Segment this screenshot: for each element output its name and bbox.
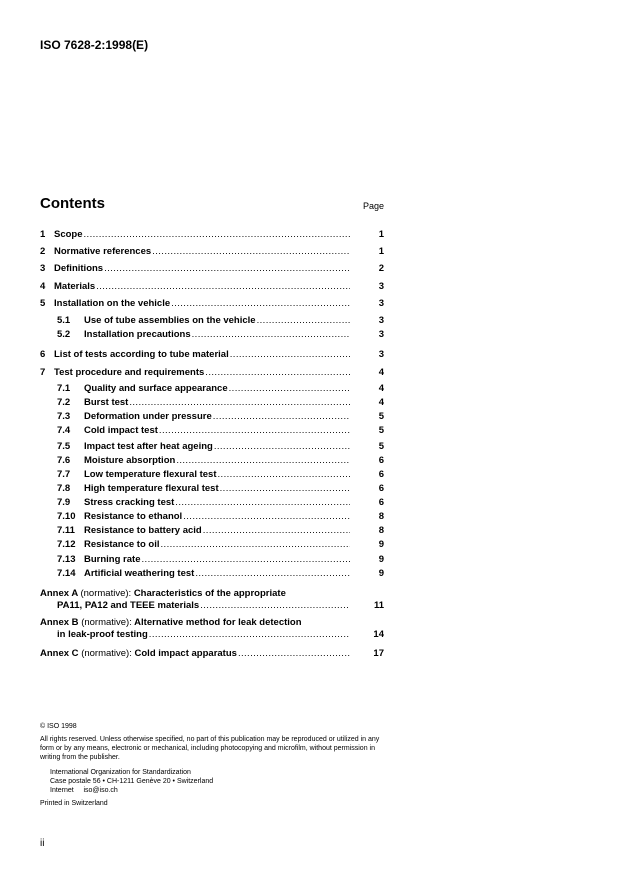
annex-label: Annex C (40, 648, 79, 659)
toc-subentry[interactable] (57, 539, 384, 551)
toc-page: 17 (373, 648, 384, 659)
toc-page: 2 (378, 263, 384, 274)
toc-page: 1 (378, 246, 384, 257)
dot-leader (218, 469, 350, 481)
toc-number: 5.1 (57, 315, 71, 326)
toc-page: 1 (378, 229, 384, 240)
dot-leader (84, 229, 350, 241)
internet-contact: Internet iso@iso.ch (50, 787, 118, 794)
toc-title: List of tests according to tube material (54, 349, 229, 360)
annex-kind: (normative): (80, 588, 132, 599)
annex-title-line1: Cold impact apparatus (134, 648, 237, 659)
toc-title: Resistance to battery acid (84, 525, 202, 536)
toc-title: High temperature flexural test (84, 483, 219, 494)
toc-annex-entry[interactable] (57, 629, 384, 641)
toc-number: 7.11 (57, 525, 75, 536)
toc-number: 7.2 (57, 397, 71, 408)
dot-leader (257, 315, 350, 327)
dot-leader (205, 367, 350, 379)
toc-title: Definitions (54, 263, 104, 274)
toc-subentry[interactable] (57, 483, 384, 495)
toc-subentry[interactable] (57, 397, 384, 409)
toc-title: Burst test (84, 397, 129, 408)
annex-title-line1: Alternative method for leak detection (134, 617, 302, 628)
dot-leader (175, 497, 350, 509)
toc-title: Burning rate (84, 554, 141, 565)
toc-subentry[interactable] (57, 329, 384, 341)
toc-page: 6 (378, 455, 384, 466)
toc-number: 7.1 (57, 383, 71, 394)
dot-leader (230, 349, 350, 361)
toc-entry[interactable] (40, 367, 384, 379)
toc-annex-entry[interactable] (57, 600, 384, 612)
toc-title: Moisture absorption (84, 455, 176, 466)
dot-leader (176, 455, 350, 467)
toc-title: Scope (54, 229, 83, 240)
toc-number: 7.6 (57, 455, 71, 466)
toc-subentry[interactable] (57, 411, 384, 423)
toc-page: 3 (378, 349, 384, 360)
toc-number: 2 (40, 246, 46, 257)
toc-number: 3 (40, 263, 46, 274)
document-id: ISO 7628-2:1998(E) (40, 38, 149, 52)
annex-b-heading[interactable] (40, 617, 302, 629)
dot-leader (171, 298, 350, 310)
toc-page: 4 (378, 397, 384, 408)
toc-subentry[interactable] (57, 455, 384, 467)
toc-subentry[interactable] (57, 383, 384, 395)
dot-leader (161, 539, 351, 551)
toc-title: Deformation under pressure (84, 411, 212, 422)
dot-leader (152, 246, 350, 258)
contents-heading: Contents (40, 195, 105, 212)
toc-page: 5 (378, 441, 384, 452)
toc-number: 7.10 (57, 511, 76, 522)
dot-leader (229, 383, 350, 395)
dot-leader (96, 281, 350, 293)
postal-address: Case postale 56 • CH-1211 Genève 20 • Switzerland (50, 778, 214, 785)
toc-subentry[interactable] (57, 568, 384, 580)
copyright-notice: © ISO 1998 (40, 723, 77, 730)
dot-leader (159, 425, 350, 437)
toc-title: Materials (54, 281, 96, 292)
toc-subentry[interactable] (57, 525, 384, 537)
dot-leader (220, 483, 350, 495)
toc-annex-entry[interactable] (40, 648, 384, 660)
annex-label: Annex B (40, 617, 79, 628)
toc-number: 5 (40, 298, 46, 309)
toc-page: 3 (378, 298, 384, 309)
toc-subentry[interactable] (57, 497, 384, 509)
toc-page: 8 (378, 525, 384, 536)
toc-page: 4 (378, 367, 384, 378)
toc-number: 7.3 (57, 411, 71, 422)
toc-page: 9 (378, 554, 384, 565)
toc-page: 5 (378, 411, 384, 422)
toc-title: Test procedure and requirements (54, 367, 205, 378)
toc-title: Low temperature flexural test (84, 469, 217, 480)
annex-label: Annex A (40, 588, 78, 599)
toc-subentry[interactable] (57, 554, 384, 566)
toc-page: 14 (373, 629, 384, 640)
toc-title: Artificial weathering test (84, 568, 195, 579)
annex-a-heading[interactable] (40, 588, 286, 600)
toc-number: 7.13 (57, 554, 76, 565)
toc-entry[interactable] (40, 349, 384, 361)
toc-page: 3 (378, 281, 384, 292)
toc-title: Quality and surface appearance (84, 383, 228, 394)
dot-leader (213, 411, 350, 423)
toc-number: 7.14 (57, 568, 76, 579)
dot-leader (203, 525, 350, 537)
toc-subentry[interactable] (57, 441, 384, 453)
toc-subentry[interactable] (57, 511, 384, 523)
toc-number: 7.8 (57, 483, 71, 494)
organization-name: International Organization for Standardization (50, 769, 191, 776)
toc-title: Use of tube assemblies on the vehicle (84, 315, 256, 326)
toc-page: 5 (378, 425, 384, 436)
dot-leader (238, 648, 350, 660)
toc-number: 7.7 (57, 469, 71, 480)
dot-leader (214, 441, 350, 453)
dot-leader (200, 600, 350, 612)
dot-leader (141, 554, 350, 566)
toc-title: Cold impact test (84, 425, 158, 436)
toc-number: 7.5 (57, 441, 71, 452)
toc-number: 6 (40, 349, 46, 360)
dot-leader (149, 629, 350, 641)
toc-number: 4 (40, 281, 46, 292)
annex-title-line1: Characteristics of the appropriate (133, 588, 286, 599)
toc-page: 6 (378, 483, 384, 494)
toc-entry[interactable] (40, 246, 384, 258)
printed-in: Printed in Switzerland (40, 800, 108, 807)
toc-title: Installation precautions (84, 329, 191, 340)
toc-page: 9 (378, 539, 384, 550)
toc-number: 7.4 (57, 425, 71, 436)
toc-page: 9 (378, 568, 384, 579)
toc-page: 6 (378, 497, 384, 508)
toc-entry[interactable] (40, 263, 384, 275)
annex-kind: (normative): (81, 648, 132, 659)
rights-statement: All rights reserved. Unless otherwise specified, no part of this publication may be reproduced or utilized in any form or by any means, electronic or mechanical, including photocopying and microfilm, without permission in writing from the publisher. (40, 736, 380, 761)
toc-subentry[interactable] (57, 315, 384, 327)
page-column-label: Page (362, 201, 384, 211)
toc-number: 5.2 (57, 329, 71, 340)
toc-page: 3 (378, 329, 384, 340)
toc-title: Normative references (54, 246, 152, 257)
annex-title-line2: PA11, PA12 and TEEE materials (57, 600, 200, 611)
dot-leader (195, 568, 350, 580)
toc-page: 11 (373, 600, 384, 611)
dot-leader (192, 329, 350, 341)
toc-number: 7.12 (57, 539, 76, 550)
toc-subentry[interactable] (57, 469, 384, 481)
annex-kind: (normative): (81, 617, 132, 628)
toc-page: 6 (378, 469, 384, 480)
dot-leader (183, 511, 350, 523)
toc-number: 7 (40, 367, 46, 378)
page-number: ii (40, 838, 45, 849)
toc-entry[interactable] (40, 229, 384, 241)
dot-leader (104, 263, 350, 275)
toc-number: 7.9 (57, 497, 71, 508)
annex-title-line2: in leak-proof testing (57, 629, 148, 640)
dot-leader (129, 397, 350, 409)
toc-page: 3 (378, 315, 384, 326)
toc-page: 8 (378, 511, 384, 522)
toc-title: Resistance to ethanol (84, 511, 183, 522)
toc-title: Installation on the vehicle (54, 298, 171, 309)
toc-entry[interactable] (40, 298, 384, 310)
toc-page: 4 (378, 383, 384, 394)
toc-title: Stress cracking test (84, 497, 175, 508)
toc-title: Impact test after heat ageing (84, 441, 213, 452)
toc-entry[interactable] (40, 281, 384, 293)
toc-subentry[interactable] (57, 425, 384, 437)
toc-number: 1 (40, 229, 46, 240)
toc-title: Resistance to oil (84, 539, 160, 550)
